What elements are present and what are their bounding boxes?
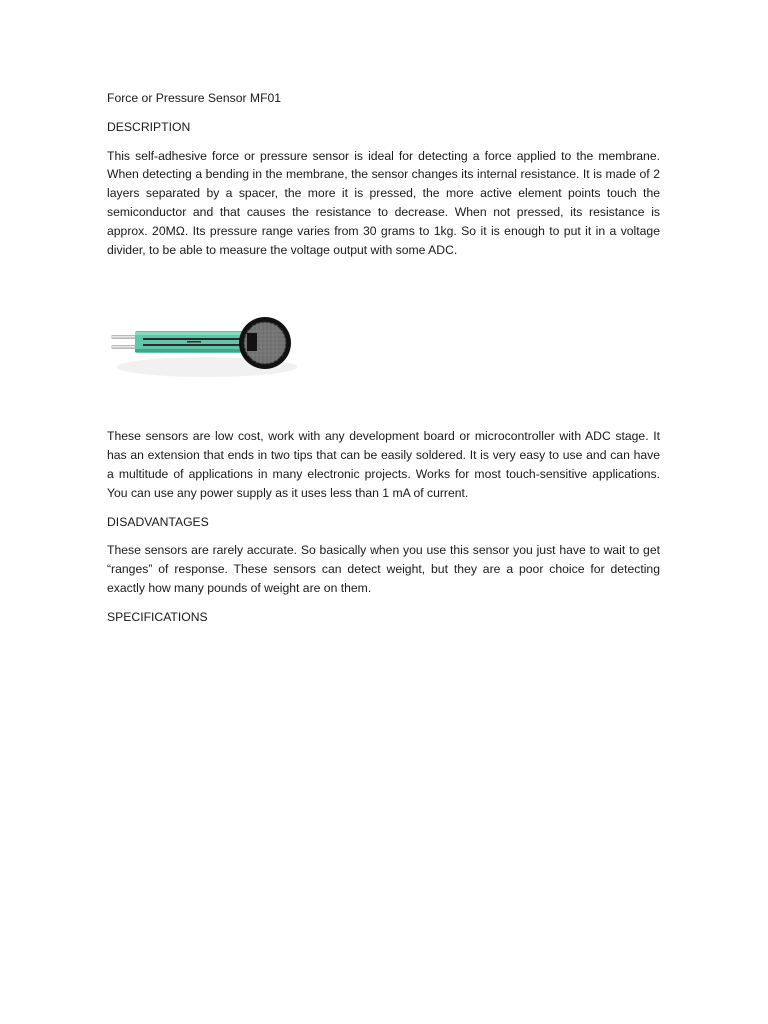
specifications-heading: SPECIFICATIONS <box>107 609 208 624</box>
description-heading: DESCRIPTION <box>107 119 191 134</box>
features-paragraph: These sensors are low cost, work with any development board or microcontroller with ADC stage. It has an extension that ends in two tips that can be easily soldered. It is very easy to use and can have a multitude of applications in many electronic projects. Works for most touch-sensitive applications. You can use any power supply as it uses less than 1 mA of current. <box>107 429 660 500</box>
disadvantages-heading: DISADVANTAGES <box>107 514 209 529</box>
disadvantages-paragraph: These sensors are rarely accurate. So basically when you use this sensor you just have to wait to get “ranges” of response. These sensors can detect weight, but they are a poor choice for detecting exactly how many pounds of weight are on them. <box>107 543 660 595</box>
document-title: Force or Pressure Sensor MF01 <box>107 91 282 105</box>
force-sensor-image <box>107 275 297 415</box>
document-body <box>107 89 660 637</box>
description-paragraph: This self-adhesive force or pressure sensor is ideal for detecting a force applied to the membrane. When detecting a bending in the membrane, the sensor changes its internal resistance. It is made of 2 layers separated by a spacer, the more it is pressed, the more active element points touch the semiconductor and that causes the resistance to decrease. When not pressed, its resistance is approx. 20MΩ. Its pressure range varies from 30 grams to 1kg. So it is enough to put it in a voltage divider, to be able to measure the voltage output with some ADC. <box>107 148 660 257</box>
sensor-photo <box>107 275 297 415</box>
